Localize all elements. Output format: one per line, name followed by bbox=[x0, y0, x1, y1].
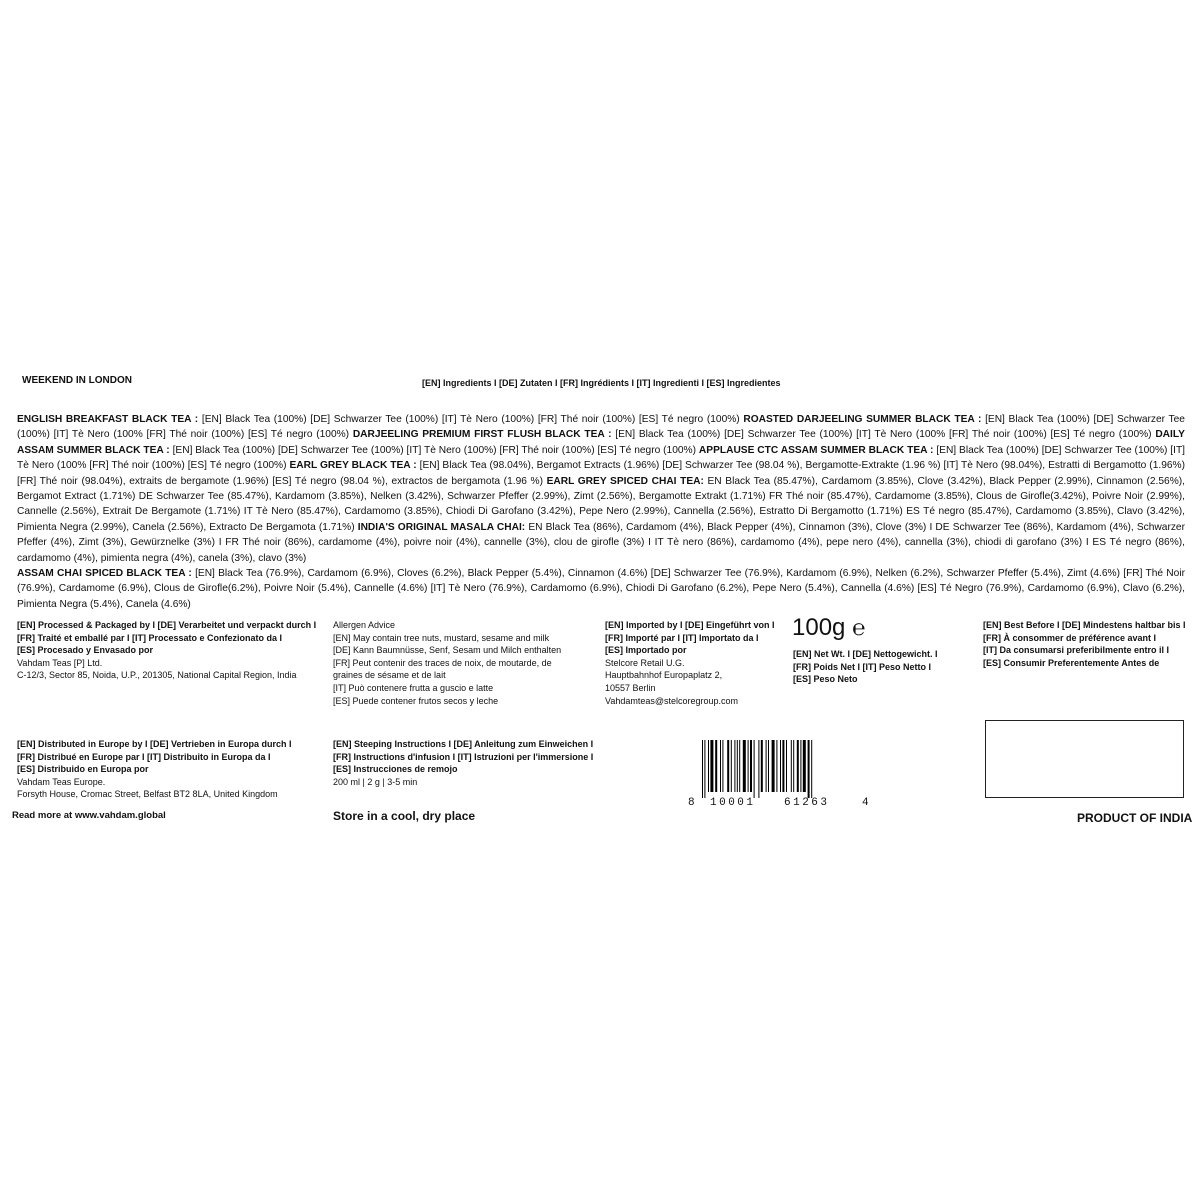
net-weight-block bbox=[793, 648, 938, 686]
best-before-line: [IT] Da consumarsi preferibilmente entro il I bbox=[983, 645, 1170, 656]
barcode-bar bbox=[772, 740, 775, 792]
barcode-bar bbox=[710, 740, 713, 792]
barcode bbox=[700, 740, 860, 798]
barcode-bar bbox=[708, 740, 709, 792]
allergen-line: [IT] Può contenere frutta a guscio e latte bbox=[333, 682, 494, 693]
allergen-line: [ES] Puede contener frutos secos y leche bbox=[333, 695, 499, 706]
ingredient-text: [EN] Black Tea (100%) [DE] Schwarzer Tee (100%) [IT] Tè Nero (100%) [FR] Thé noir (100%) [ES] Té negro (100%) bbox=[172, 444, 697, 456]
imported-address-line: Vahdamteas@stelcoregroup.com bbox=[605, 695, 739, 706]
distributed-address-line: Forsyth House, Cromac Street, Belfast BT2 8LA, United Kingdom bbox=[17, 789, 278, 800]
best-before-date-box bbox=[985, 720, 1184, 798]
ingredient-name: DARJEELING PREMIUM FIRST FLUSH BLACK TEA : bbox=[352, 429, 612, 441]
barcode-bar bbox=[758, 740, 759, 798]
product-of-country: PRODUCT OF INDIA bbox=[1077, 811, 1193, 825]
product-title: WEEKEND IN LONDON bbox=[22, 375, 132, 386]
barcode-bar bbox=[731, 740, 732, 792]
ingredients-header: [EN] Ingredients I [DE] Zutaten I [FR] Ingrédients I [IT] Ingredienti I [ES] Ingredientes bbox=[422, 378, 781, 388]
barcode-bar bbox=[780, 740, 781, 792]
estimated-sign-icon: ℮ bbox=[852, 615, 866, 640]
barcode-bar bbox=[791, 740, 792, 792]
barcode-bar bbox=[797, 740, 799, 792]
barcode-digit-lead: 8 bbox=[688, 797, 695, 809]
distributed-heading-line: [FR] Distribué en Europe par I [IT] Distribuito in Europa da I bbox=[17, 751, 271, 762]
distributed-by-block bbox=[17, 738, 292, 801]
barcode-bar bbox=[737, 740, 738, 792]
steeping-block bbox=[333, 738, 593, 788]
barcode-bar bbox=[808, 740, 810, 798]
imported-address-line: 10557 Berlin bbox=[605, 682, 656, 693]
net-weight-value bbox=[792, 614, 865, 642]
barcode-digits-right: 61263 bbox=[784, 797, 830, 809]
net-weight-line: [EN] Net Wt. I [DE] Nettogewicht. I bbox=[793, 649, 938, 659]
imported-address-line: Stelcore Retail U.G. bbox=[605, 657, 685, 668]
packaged-heading-line: [FR] Traité et emballé par I [IT] Processato e Confezionato da I bbox=[17, 632, 283, 643]
allergen-line: [DE] Kann Baumnüsse, Senf, Sesam und Milch enthalten bbox=[333, 645, 562, 656]
ingredient-text: [EN] Black Tea (76.9%), Cardamom (6.9%), Cloves (6.2%), Black Pepper (5.4%), Cinnamon (4.6%) [DE] Schwarzer Tee (76.9%), Kardamom (6.9%), Nelken (6.2%), Schwarzer Pfeffer (5.4%), Zimt (4.6%) [FR] Thé Noir (76.9%), Cardamome (6.9%), Clous de Girofle(6.2%), Poivre Noir (5.4%), Cannelle (4.6%) [IT] Tè Nero (76.9%), Cardamomo (6.9%), Chiodi Di Garofano (6.2%), Pepe Nero (5.4%), Cannella (4.6%) [ES] Té Negro (76.9%), Cardamomo (6.9%), Clavo (6.2%), Pimienta Negra (5.4%), Canela (4.6%) bbox=[17, 568, 1185, 610]
barcode-bar bbox=[786, 740, 787, 792]
ingredient-text: [EN] Black Tea (100%) [DE] Schwarzer Tee (100%) [IT] Tè Nero (100% [FR] Thé noir (100%) [ES] Té negro (100%) bbox=[615, 429, 1152, 441]
imported-heading-line: [ES] Importado por bbox=[605, 645, 687, 656]
ingredient-name: DAILY ASSAM SUMMER BLACK TEA : bbox=[17, 429, 1185, 456]
distributed-heading-line: [ES] Distribuido en Europa por bbox=[17, 764, 149, 775]
net-weight-line: [FR] Poids Net I [IT] Peso Netto I bbox=[793, 661, 932, 672]
distributed-address-line: Vahdam Teas Europe. bbox=[17, 776, 106, 787]
barcode-digit-check: 4 bbox=[862, 797, 869, 809]
ingredient-text: [EN] Black Tea (100%) [DE] Schwarzer Tee (100%) [IT] Tè Nero (100% [FR] Thé noir (100%) [ES] Té negro (100%) bbox=[17, 444, 1186, 472]
allergen-line: [EN] May contain tree nuts, mustard, sesame and milk bbox=[333, 632, 550, 643]
steeping-heading-line: [ES] Instrucciones de remojo bbox=[333, 764, 458, 775]
packaged-address-line: Vahdam Teas [P] Ltd. bbox=[17, 657, 103, 668]
steeping-heading-line: [FR] Instructions d'infusion I [IT] Istruzioni per l'immersione I bbox=[333, 751, 594, 762]
barcode-bar bbox=[766, 740, 767, 792]
packaged-heading-line: [EN] Processed & Packaged by I [DE] Verarbeitet und verpackt durch I bbox=[17, 620, 317, 630]
allergen-block bbox=[333, 619, 561, 707]
barcode-bar bbox=[793, 740, 794, 792]
barcode-bar bbox=[800, 740, 801, 792]
imported-by-block bbox=[605, 619, 775, 707]
net-weight-number: 100g bbox=[792, 614, 846, 641]
barcode-bar bbox=[776, 740, 777, 792]
ingredient-name: APPLAUSE CTC ASSAM SUMMER BLACK TEA : bbox=[698, 444, 934, 456]
ingredient-text: EN Black Tea (85.47%), Cardamom (3.85%), Clove (3.42%), Black Pepper (2.99%), Cinnamon (2.56%), Bergamot Extract (1.71%) DE Schwarzer Tee (85.47%), Kardamom (3.85%), Nelken (3.42%), Schwarzer Pfeffer (2.99%), Zimt (2.56%), Bergamotte Extrakt (1.71%) FR Thé noir (85.47%), Cardamome (3.85%), Clous de Girofle(3.42%), Poivre Noir (2.99%), Cannelle (2.56%), Extrait De Bergamote (1.71%) IT Tè Nero (85.47%), Cardamomo (3.85%), Chiodi Di Garofano (3.42%), Pepe Nero (2.99%), Cannella (2.56%), Estratto Di Bergamotto (1.71%) ES Té negro (85.47%), Cardamomo (3.85%), Clavo (3.42%), Pimienta Negra (2.99%), Canela (2.56%), Extracto De Bergamota (1.71%) bbox=[17, 475, 1185, 533]
barcode-digits-left: 10001 bbox=[710, 797, 756, 809]
ingredient-text: EN Black Tea (86%), Cardamom (4%), Black Pepper (4%), Cinnamon (3%), Clove (3%) I DE Schwarzer Tee (86%), Kardamom (4%), Schwarzer Pfeffer (4%), Zimt (3%), Gewürznelke (3%) I FR Thé noir (86%), cardamome (4%), poivre noir (4%), cannelle (3%), clou de girofle (3%) I IT Tè nero (86%), cardamomo (4%), pepe nero (4%), cannella (3%), chiodi di garofano (3%) I ES Té negro (86%), cardamomo (4%), pimienta negra (4%), canela (3%), clavo (3%) bbox=[17, 521, 1185, 564]
net-weight-line: [ES] Peso Neto bbox=[793, 674, 858, 685]
barcode-bar bbox=[704, 740, 705, 798]
barcode-bar bbox=[702, 740, 703, 798]
barcode-bar bbox=[803, 740, 806, 792]
barcode-bar bbox=[743, 740, 746, 792]
ingredient-name: INDIA'S ORIGINAL MASALA CHAI: bbox=[357, 521, 526, 533]
ingredient-name: EARL GREY BLACK TEA : bbox=[289, 460, 417, 472]
packaged-address-line: C-12/3, Sector 85, Noida, U.P., 201305, National Capital Region, India bbox=[17, 670, 297, 681]
barcode-bar bbox=[782, 740, 784, 792]
allergen-line: graines de sésame et de lait bbox=[333, 670, 446, 681]
ingredient-name: ENGLISH BREAKFAST BLACK TEA : bbox=[17, 414, 199, 425]
ingredient-name: ASSAM CHAI SPICED BLACK TEA : bbox=[17, 568, 192, 580]
best-before-line: [ES] Consumir Preferentemente Antes de bbox=[983, 657, 1160, 668]
barcode-bar bbox=[739, 740, 740, 792]
best-before-line: [EN] Best Before I [DE] Mindestens haltbar bis I bbox=[983, 620, 1186, 630]
distributed-heading-line: [EN] Distributed in Europe by I [DE] Vertrieben in Europa durch I bbox=[17, 739, 292, 749]
barcode-bar bbox=[761, 740, 763, 792]
best-before-line: [FR] À consommer de préférence avant I bbox=[983, 632, 1157, 643]
imported-address-line: Hauptbahnhof Europaplatz 2, bbox=[605, 670, 723, 681]
steeping-detail: 200 ml | 2 g | 3-5 min bbox=[333, 776, 418, 787]
ingredient-text: [EN] Black Tea (98.04%), Bergamot Extracts (1.96%) [DE] Schwarzer Tee (98.04 %), Bergamotte-Extrakte (1.96 %) [IT] Tè Nero (98.04%), Estratti di Bergamotto (1.96%) [FR] Thé noir (98.04%), extraits de bergamote (1.96%) [ES] Té negro (98.04 %), extractos de bergamota (1.96 %) bbox=[17, 460, 1185, 487]
barcode-bar bbox=[720, 740, 721, 792]
barcode-bar bbox=[715, 740, 717, 792]
barcode-bar bbox=[811, 740, 812, 798]
storage-instruction: Store in a cool, dry place bbox=[333, 809, 476, 823]
allergen-line: [FR] Peut contenir des traces de noix, de moutarde, de bbox=[333, 657, 552, 668]
barcode-bar bbox=[754, 740, 755, 798]
read-more-link[interactable]: Read more at www.vahdam.global bbox=[12, 810, 166, 821]
barcode-bar bbox=[734, 740, 735, 792]
barcode-bar bbox=[768, 740, 769, 792]
allergen-heading: Allergen Advice bbox=[333, 620, 396, 630]
packaged-heading-line: [ES] Procesado y Envasado por bbox=[17, 645, 154, 656]
ingredient-name: EARL GREY SPICED CHAI TEA: bbox=[546, 475, 704, 487]
ingredient-text: [EN] Black Tea (100%) [DE] Schwarzer Tee (100%) [IT] Tè Nero (100% [FR] Thé noir (100%) [ES] Té negro (100%) bbox=[17, 414, 1185, 441]
ingredient-name: ROASTED DARJEELING SUMMER BLACK TEA : bbox=[743, 414, 982, 425]
ingredient-text: [EN] Black Tea (100%) [DE] Schwarzer Tee (100%) [IT] Tè Nero (100%) [FR] Thé noir (100%) [ES] Té negro (100%) bbox=[201, 414, 740, 425]
barcode-bar bbox=[748, 740, 749, 792]
barcode-bar bbox=[750, 740, 752, 792]
packaged-by-block bbox=[17, 619, 316, 682]
best-before-block bbox=[983, 619, 1186, 669]
barcode-bar bbox=[722, 740, 723, 792]
imported-heading-line: [EN] Imported by I [DE] Eingeführt von I bbox=[605, 620, 775, 630]
imported-heading-line: [FR] Importé par I [IT] Importato da I bbox=[605, 632, 759, 643]
barcode-bar bbox=[727, 740, 729, 792]
steeping-heading-line: [EN] Steeping Instructions I [DE] Anleitung zum Einweichen I bbox=[333, 739, 594, 749]
ingredients-list bbox=[17, 412, 1185, 612]
